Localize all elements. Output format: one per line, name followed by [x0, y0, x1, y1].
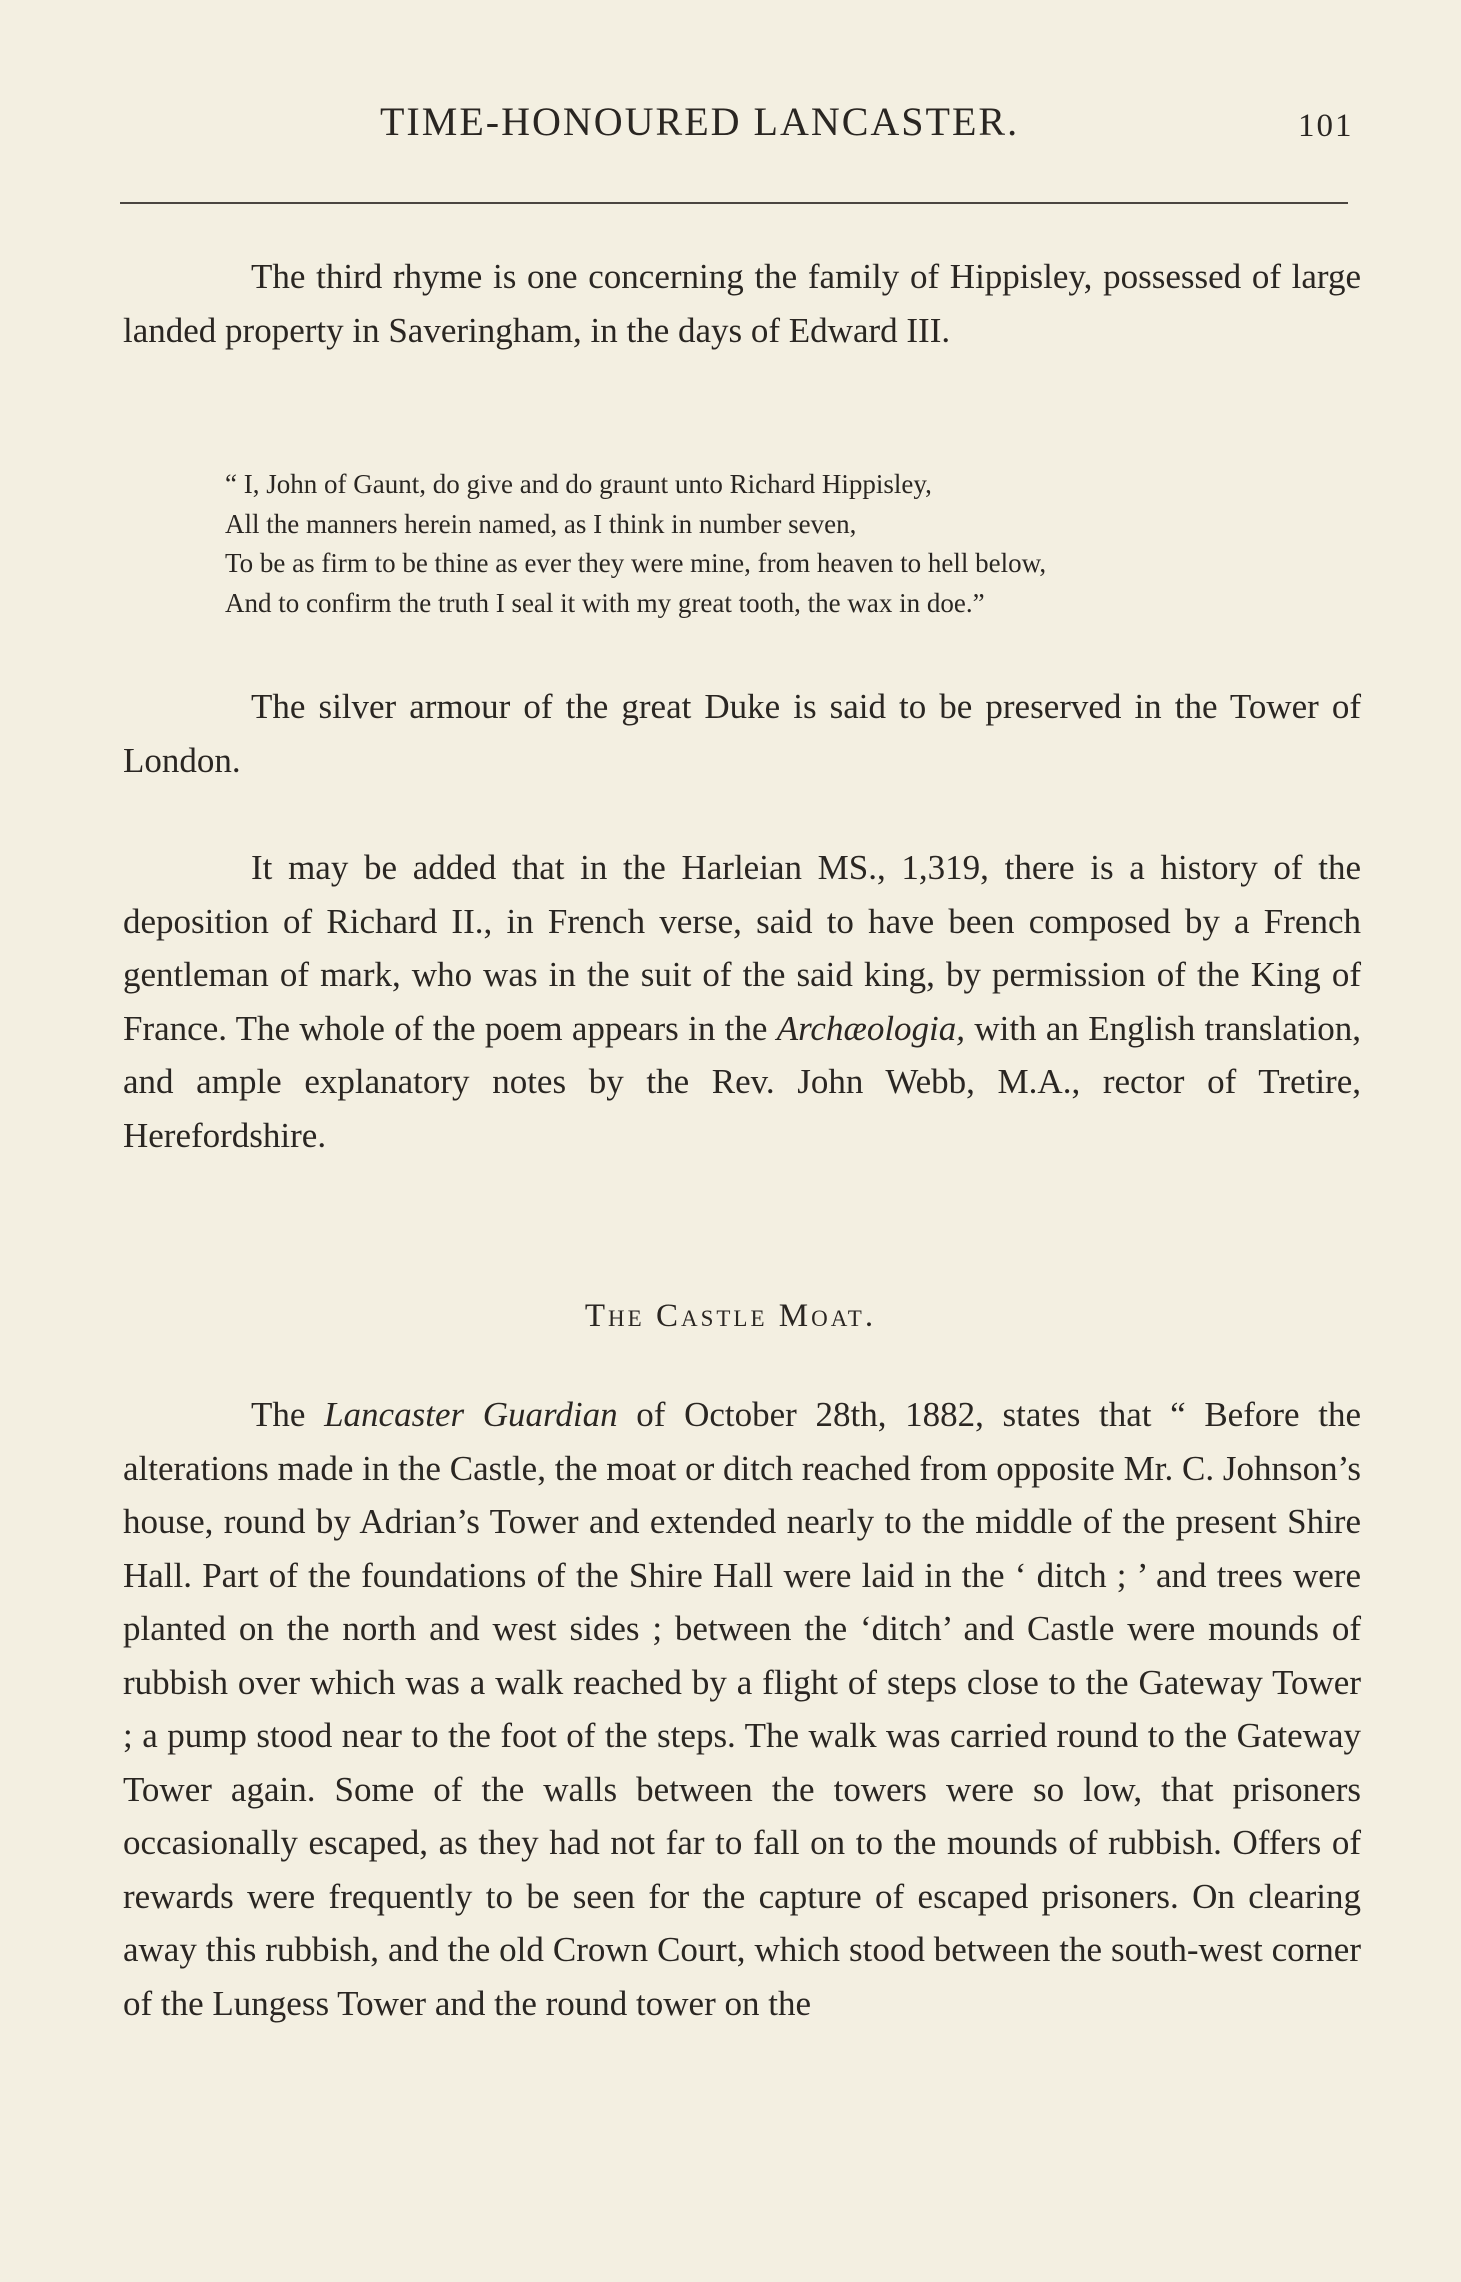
verse-line: And to confirm the truth I seal it with my great tooth, the wax in doe.”: [225, 587, 985, 618]
verse-line: “ I, John of Gaunt, do give and do graunt unto Richard Hippisley,: [225, 469, 932, 499]
paragraph-harleian-ms: [123, 841, 1361, 1162]
italic-title-archaeologia: Archæologia,: [776, 1008, 966, 1048]
page-number: 101: [1298, 108, 1354, 144]
header-rule: [120, 202, 1348, 204]
section-heading: The Castle Moat.: [584, 1298, 877, 1334]
paragraph-silver-armour: [123, 680, 1361, 787]
paragraph-text: of October 28th, 1882, states that “ Before the alterations made in the Castle, the moat or ditch reached from opposite Mr. C. Johnson’s house, round by Adrian’s Tower and extended nearly to the middle of the present Shire Hall. Part of the foundations of the Shire Hall were laid in the ‘ ditch ; ’ and trees were planted on the north and west sides ; between the ‘ditch’ and Castle were mounds of rubbish over which was a walk reached by a flight of steps close to the Gateway Tower ; a pump stood near to the foot of the steps. The walk was carried round to the Gateway Tower again. Some of the walls between the towers were so low, that prisoners occasionally escaped, as they had not far to fall on to the mounds of rubbish. Offers of rewards were frequently to be seen for the capture of escaped prisoners. On clearing away this rubbish, and the old Crown Court, which stood between the south-west corner of the Lungess Tower and the round tower on the: [123, 1395, 1361, 2023]
paragraph-text: It may be added that in the Harleian MS., 1,319, there is a history of the deposition of Richard II., in French verse, said to have been composed by a French gentleman of mark, who was in the suit of the said king, by permission of the King of France. The whole of the poem appears in the: [123, 848, 1361, 1048]
verse-line: To be as firm to be thine as ever they were mine, from heaven to hell below,: [225, 548, 1047, 578]
paragraph-castle-moat: [123, 1388, 1361, 2030]
verse-block: [225, 465, 1365, 623]
paragraph-text: The silver armour of the great Duke is said to be preserved in the Tower of London.: [123, 687, 1361, 780]
verse-line: All the manners herein named, as I think in number seven,: [225, 508, 857, 539]
paragraph-hippisley-rhyme-intro: [123, 250, 1361, 357]
paragraph-text: The third rhyme is one concerning the family of Hippisley, possessed of large landed property in Saveringham, in the days of Edward III.: [123, 257, 1361, 350]
paragraph-text: with an English translation, and ample explanatory notes by the Rev. John Webb, M.A., rector of Tretire, Herefordshire.: [123, 1008, 1362, 1155]
paragraph-text: The: [251, 1395, 325, 1434]
italic-title-lancaster-guardian: Lancaster Guardian: [324, 1395, 618, 1434]
running-title: TIME-HONOURED LANCASTER.: [380, 99, 1020, 144]
